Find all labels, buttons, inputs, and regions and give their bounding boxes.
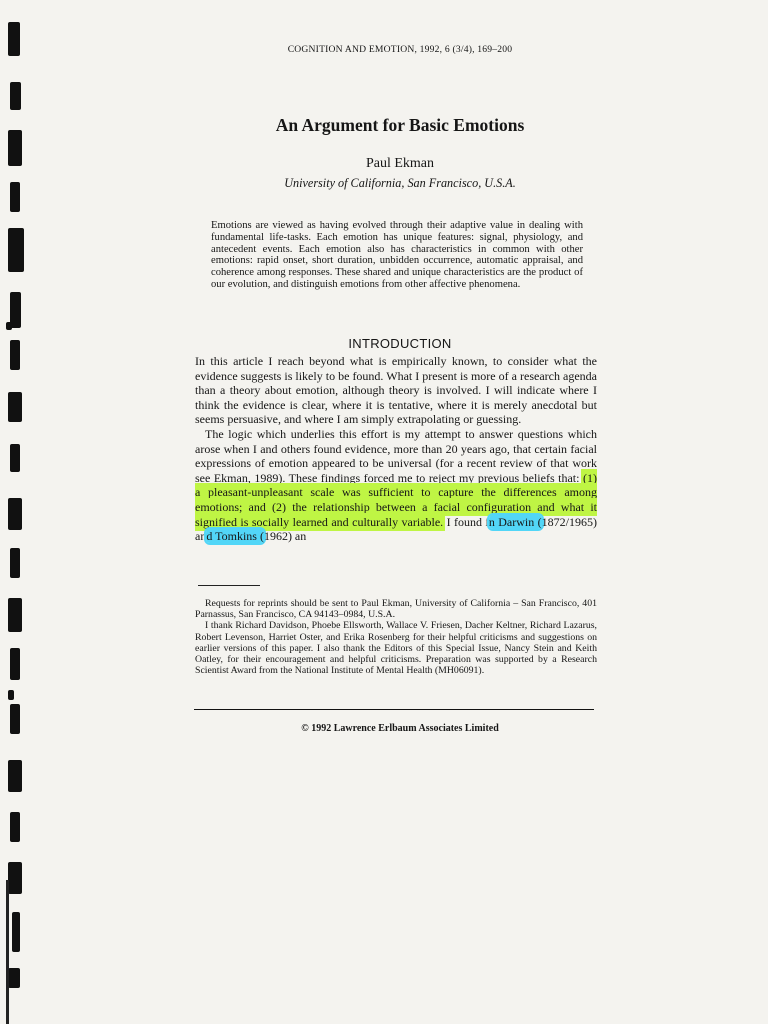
binding-mark bbox=[8, 690, 14, 700]
binding-mark bbox=[8, 130, 22, 166]
binding-mark bbox=[10, 340, 20, 370]
intro-paragraph-1: In this article I reach beyond what is empirically known, to consider what the evidence suggests is likely to be found. What I present is more of a research agenda than a theory about emotion, although theory is involved. I will indicate where I think the evidence is clear, where it is tentative, where it is merely anecdotal but seems persuasive, and where I am simply extrapolating or guessing. bbox=[195, 354, 597, 427]
bottom-rule bbox=[194, 709, 594, 710]
binding-mark bbox=[10, 82, 21, 110]
footnote-acknowledgements: I thank Richard Davidson, Phoebe Ellsworth, Wallace V. Friesen, Dacher Keltner, Richard Lazarus, Robert Levenson, Harriet Oster, and Erika Rosenberg for their helpful criticisms and suggestions on earlier versions of this paper. I also thank the Editors of this Special Issue, Nancy Stein and Keith Oatley, for their encouragement and helpful criticisms. Preparation was supported by a Research Scientist Award from the National Institute of Mental Health (MH06091). bbox=[195, 620, 597, 677]
intro-paragraph-2 bbox=[195, 427, 597, 544]
binding-mark bbox=[8, 22, 20, 56]
footnote-divider bbox=[198, 585, 260, 586]
blue-highlight-darwin: n Darwin ( bbox=[488, 514, 542, 529]
binding-mark bbox=[10, 182, 20, 212]
journal-running-head: COGNITION AND EMOTION, 1992, 6 (3/4), 169–200 bbox=[287, 44, 513, 55]
binding-mark bbox=[8, 862, 22, 894]
blue-highlight-tomkins: d Tomkins ( bbox=[206, 529, 264, 544]
binding-mark bbox=[8, 760, 22, 792]
binding-wire bbox=[6, 880, 9, 1024]
paragraph-2-text: The logic which underlies this effort is my attempt to answer questions which arose when I and others found evidence, more than 20 years ago, that certain facial expressions of emotion appeared to be universal (for a recent review of that work see Ekman, 1989). These findings forced me to reject my previous beliefs that: bbox=[195, 426, 597, 485]
binding-mark bbox=[8, 968, 20, 988]
section-heading-introduction: INTRODUCTION bbox=[348, 336, 452, 351]
binding-mark bbox=[8, 228, 24, 272]
binding-mark bbox=[10, 444, 20, 472]
paragraph-2-text-end: 1962) an bbox=[263, 529, 307, 544]
paragraph-2-text-after-highlight: I found i bbox=[443, 514, 489, 529]
binding-mark bbox=[10, 704, 20, 734]
author-name: Paul Ekman bbox=[365, 156, 435, 171]
binding-mark bbox=[8, 392, 22, 422]
binding-mark bbox=[8, 598, 22, 632]
footnote-reprints: Requests for reprints should be sent to Paul Ekman, University of California – San Francisco, 401 Parnassus, San Francisco, CA 94143–0984, U.S.A. bbox=[195, 598, 597, 621]
binding-mark bbox=[12, 912, 20, 952]
article-title: An Argument for Basic Emotions bbox=[275, 115, 525, 135]
binding-mark bbox=[10, 648, 20, 680]
copyright-line: © 1992 Lawrence Erlbaum Associates Limited bbox=[301, 723, 499, 734]
author-affiliation: University of California, San Francisco, U.S.A. bbox=[284, 176, 516, 190]
introduction-body bbox=[195, 354, 597, 544]
abstract: Emotions are viewed as having evolved through their adaptive value in dealing with fundamental life-tasks. Each emotion has unique features: signal, physiology, and antecedent events. Each emotion also has characteristics in common with other emotions: rapid onset, short duration, unbidden occurrence, automatic appraisal, and coherence among responses. These shared and unique characteristics are the product of our evolution, and distinguish emotions from other affective phenomena. bbox=[211, 220, 583, 290]
binding-mark bbox=[6, 322, 12, 330]
binding-mark bbox=[10, 548, 20, 578]
binding-mark bbox=[10, 812, 20, 842]
paragraph-2-text-mid: 1872/1965) an bbox=[195, 514, 598, 544]
footnotes bbox=[195, 598, 597, 676]
green-highlight: (1) a pleasant-unpleasant scale was sufficient to capture the differences among emotions; and (2) the relationship between a facial configuration and what it signified is socially learned and culturally variable. bbox=[195, 470, 597, 529]
spiral-binding bbox=[0, 0, 34, 1024]
binding-mark bbox=[8, 498, 22, 530]
